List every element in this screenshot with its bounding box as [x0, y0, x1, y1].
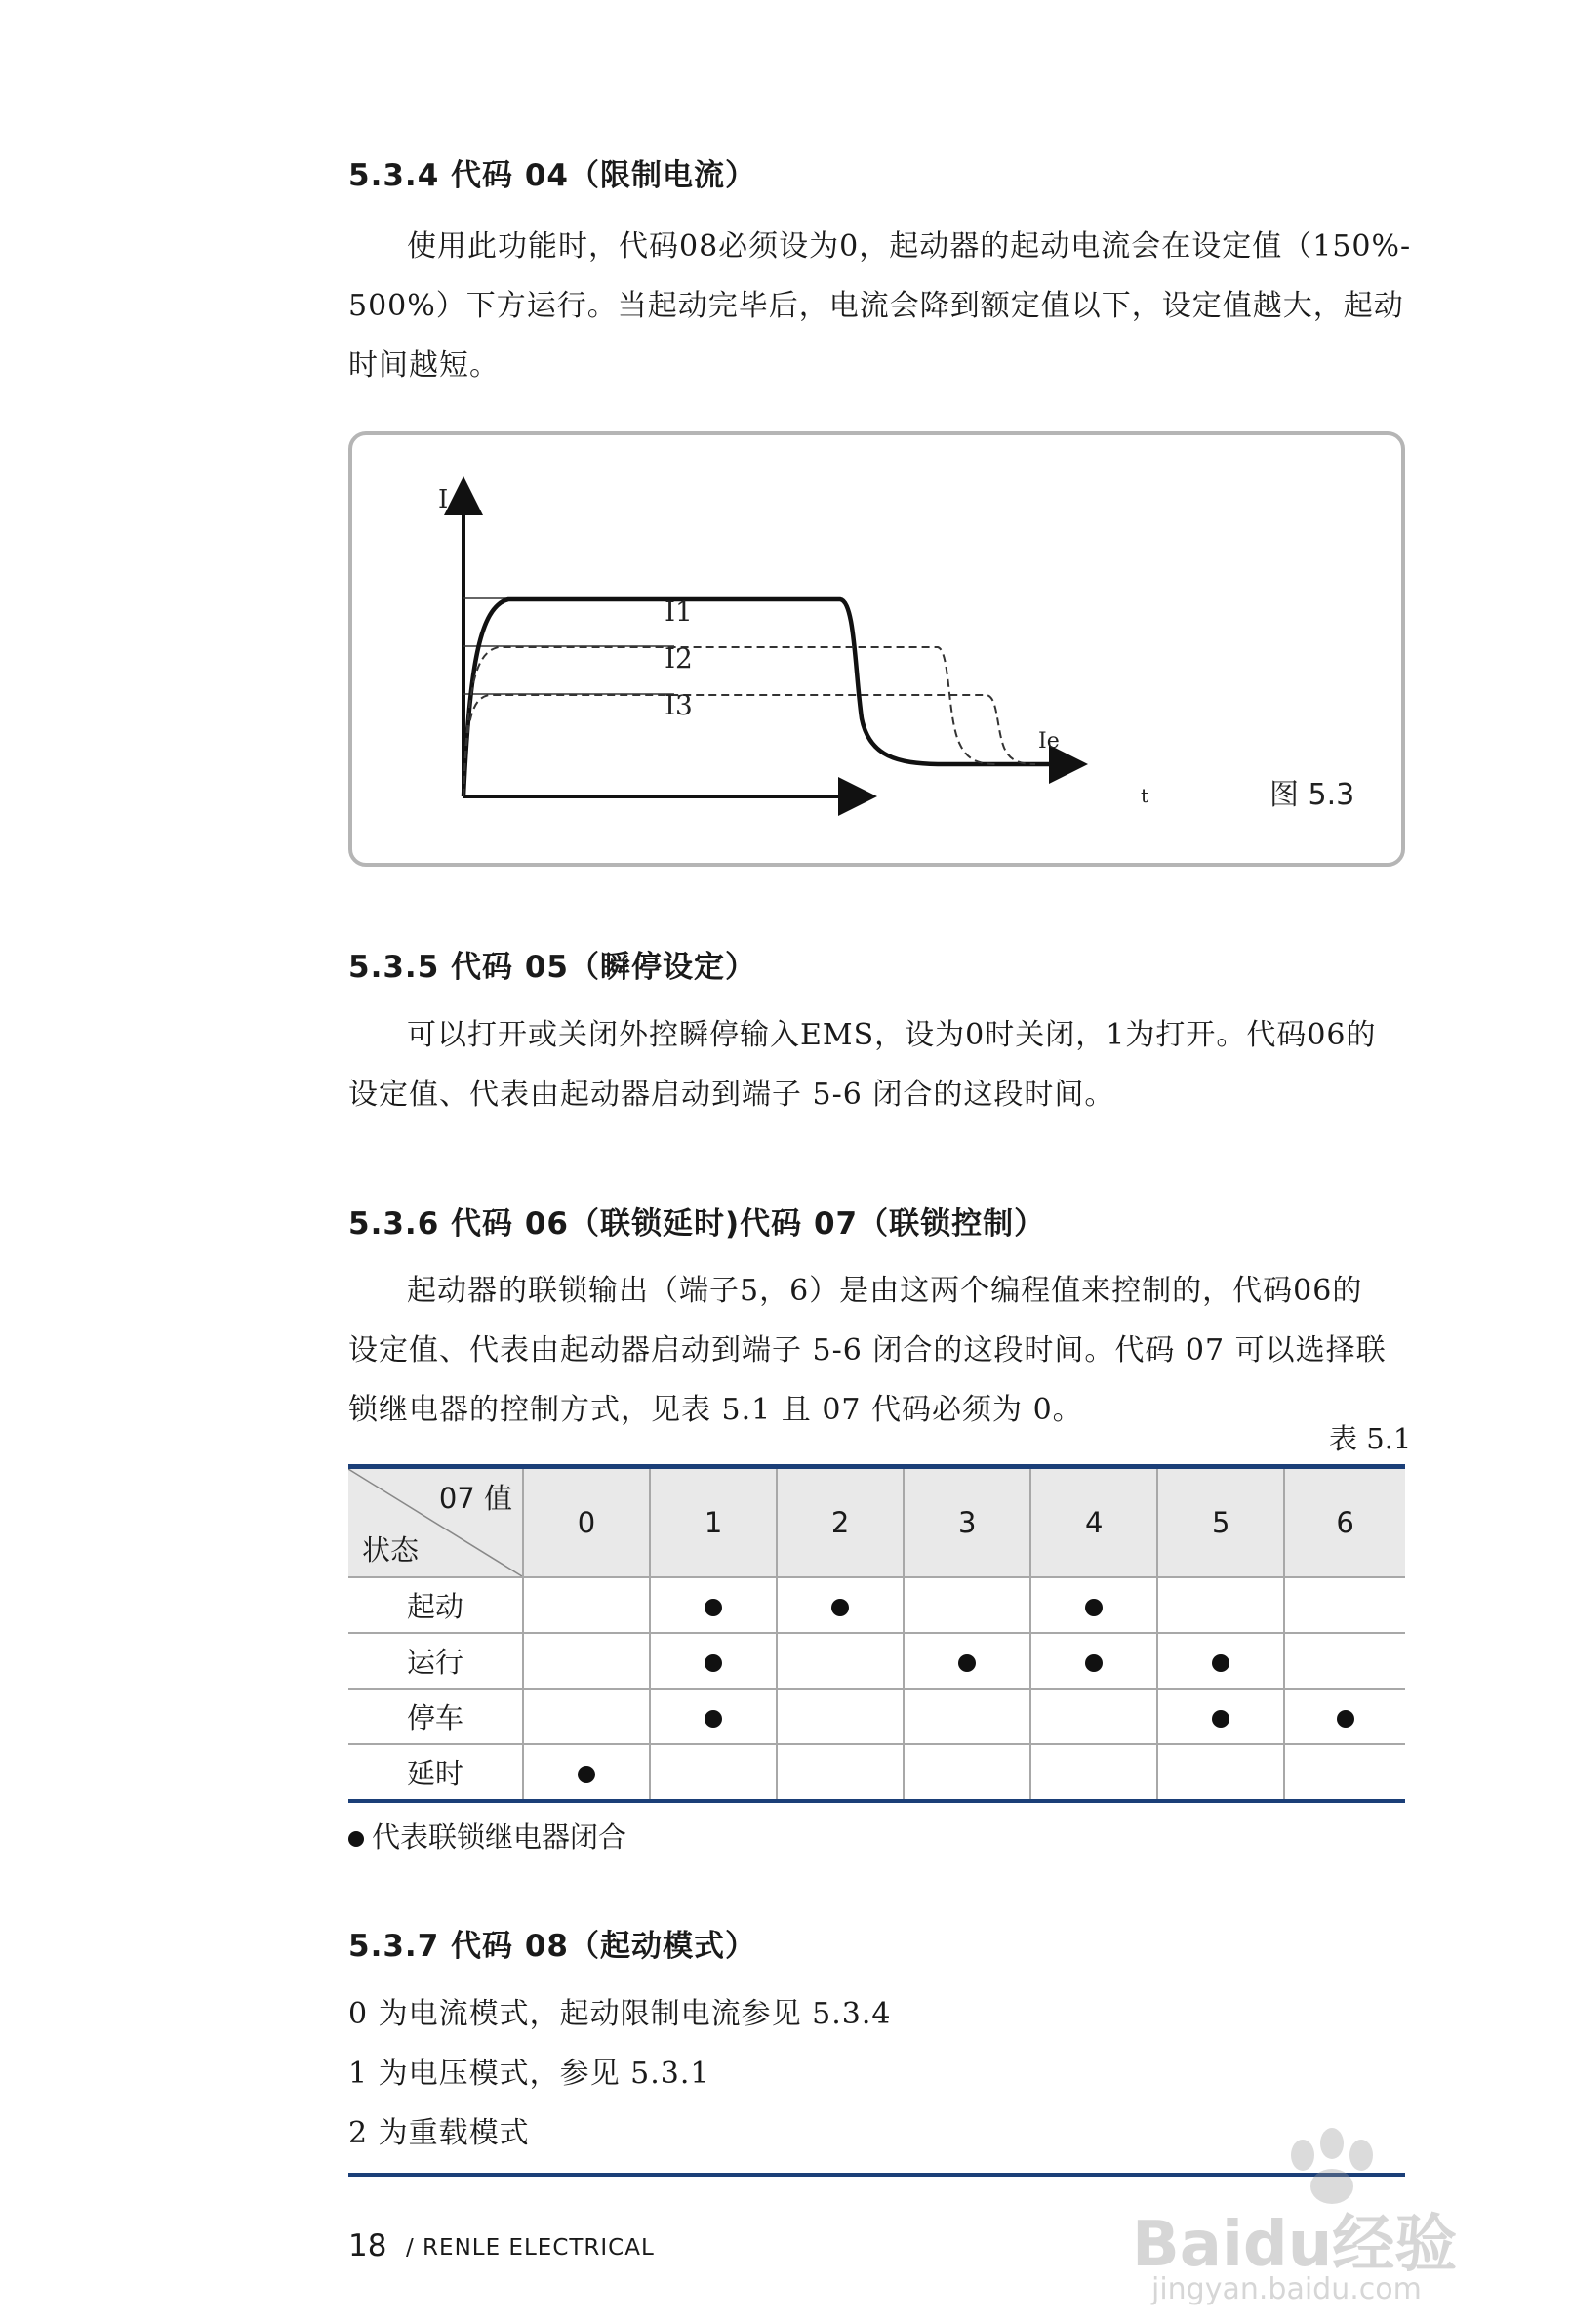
section-536-heading: 5.3.6 代码 06（联锁延时)代码 07（联锁控制） [348, 1206, 1046, 1242]
list-item: 2 为重载模式 [348, 2116, 530, 2150]
closed-dot-icon [1085, 1654, 1103, 1672]
table-cell [1157, 1744, 1284, 1801]
table-cell [650, 1577, 777, 1633]
closed-dot-icon [1212, 1654, 1229, 1672]
closed-dot-icon [578, 1766, 595, 1783]
corner-top-label: 07 值 [438, 1482, 512, 1515]
section-534-paragraph [348, 217, 1412, 395]
table-header-row [348, 1467, 1405, 1578]
table-row [348, 1633, 1405, 1689]
section-535-heading: 5.3.5 代码 05（瞬停设定） [348, 950, 756, 985]
row-label: 运行 [348, 1633, 523, 1689]
table-cell [904, 1689, 1030, 1744]
list-item: 0 为电流模式，起动限制电流参见 5.3.4 [348, 1997, 892, 2031]
table-caption: 表 5.1 [1329, 1422, 1412, 1455]
paragraph-line: 设定值、代表由起动器启动到端子 5-6 闭合的这段时间。代码 07 可以选择联 [348, 1333, 1387, 1367]
table-cell [1157, 1633, 1284, 1689]
closed-dot-icon [705, 1710, 722, 1728]
i1-label: I1 [665, 595, 693, 628]
table-cell [523, 1689, 650, 1744]
column-header: 3 [904, 1467, 1030, 1578]
closed-dot-icon [1085, 1599, 1103, 1616]
closed-dot-icon [1212, 1710, 1229, 1728]
row-label: 停车 [348, 1689, 523, 1744]
paragraph-line: 500%）下方运行。当起动完毕后，电流会降到额定值以下，设定值越大，起动 [348, 289, 1404, 323]
table-cell [1030, 1689, 1157, 1744]
table-cell [523, 1577, 650, 1633]
column-header: 6 [1284, 1467, 1405, 1578]
table-row [348, 1689, 1405, 1744]
section-534-heading: 5.3.4 代码 04（限制电流） [348, 158, 756, 193]
column-header: 2 [777, 1467, 904, 1578]
table-cell [904, 1577, 1030, 1633]
table-cell [1284, 1633, 1405, 1689]
column-header: 5 [1157, 1467, 1284, 1578]
paragraph-line: 设定值、代表由起动器启动到端子 5-6 闭合的这段时间。 [348, 1078, 1115, 1112]
legend-text: 代表联锁继电器闭合 [372, 1820, 627, 1854]
closed-dot-icon [1337, 1710, 1354, 1728]
i1-curve [463, 599, 1063, 796]
paragraph-line: 时间越短。 [348, 348, 500, 383]
table-cell [523, 1633, 650, 1689]
i2-curve [463, 647, 996, 796]
table-cell [1030, 1577, 1157, 1633]
corner-bottom-label: 状态 [362, 1533, 420, 1567]
table-cell [1030, 1744, 1157, 1801]
table-cell [1030, 1633, 1157, 1689]
table-cell [777, 1577, 904, 1633]
figure-5-3-frame [348, 431, 1405, 867]
table-5-1 [348, 1464, 1405, 1803]
table-cell [1284, 1689, 1405, 1744]
baidu-watermark [1132, 2116, 1551, 2311]
paragraph-line: 可以打开或关闭外控瞬停输入EMS，设为0时关闭，1为打开。代码06的 [407, 1018, 1377, 1052]
table-cell [1284, 1744, 1405, 1801]
x-axis-label: t [1141, 784, 1149, 807]
table-cell [1157, 1577, 1284, 1633]
table-row [348, 1744, 1405, 1801]
paragraph-line: 使用此功能时，代码08必须设为0，起动器的起动电流会在设定值（150%- [407, 229, 1412, 264]
table-legend [348, 1815, 626, 1855]
i3-label: I3 [665, 689, 693, 721]
current-curve-diagram [352, 435, 1401, 863]
section-535-paragraph [348, 1005, 1412, 1124]
watermark-logo-text: Baidu经验 [1132, 2209, 1458, 2281]
i2-label: I2 [665, 642, 693, 674]
table-cell [650, 1633, 777, 1689]
table-cell [904, 1744, 1030, 1801]
paragraph-line: 锁继电器的控制方式，见表 5.1 且 07 代码必须为 0。 [348, 1393, 1083, 1427]
table-cell [904, 1633, 1030, 1689]
page-number: 18 [348, 2228, 387, 2263]
i3-curve [463, 695, 1035, 796]
footer-company: / RENLE ELECTRICAL [406, 2235, 655, 2261]
table-cell [1157, 1689, 1284, 1744]
closed-dot-icon [958, 1654, 976, 1672]
closed-dot-icon [705, 1654, 722, 1672]
column-header: 4 [1030, 1467, 1157, 1578]
table-cell [777, 1633, 904, 1689]
section-536-paragraph [348, 1261, 1412, 1440]
table-row [348, 1577, 1405, 1633]
ie-label: Ie [1038, 729, 1060, 754]
bullet-dot-icon [348, 1831, 364, 1847]
table-cell [650, 1689, 777, 1744]
paragraph-line: 起动器的联锁输出（端子5，6）是由这两个编程值来控制的，代码06的 [407, 1274, 1363, 1308]
column-header: 1 [650, 1467, 777, 1578]
row-label: 延时 [348, 1744, 523, 1801]
column-header: 0 [523, 1467, 650, 1578]
table-cell [650, 1744, 777, 1801]
figure-caption: 图 5.3 [1269, 778, 1355, 812]
row-label: 起动 [348, 1577, 523, 1633]
watermark-url: jingyan.baidu.com [1151, 2272, 1422, 2306]
table-corner-cell [348, 1467, 523, 1578]
y-axis-label: I [438, 485, 449, 514]
table-cell [523, 1744, 650, 1801]
section-537-heading: 5.3.7 代码 08（起动模式） [348, 1929, 756, 1964]
list-item: 1 为电压模式，参见 5.3.1 [348, 2057, 710, 2091]
closed-dot-icon [831, 1599, 849, 1616]
table-cell [777, 1689, 904, 1744]
table-cell [777, 1744, 904, 1801]
closed-dot-icon [705, 1599, 722, 1616]
table-cell [1284, 1577, 1405, 1633]
